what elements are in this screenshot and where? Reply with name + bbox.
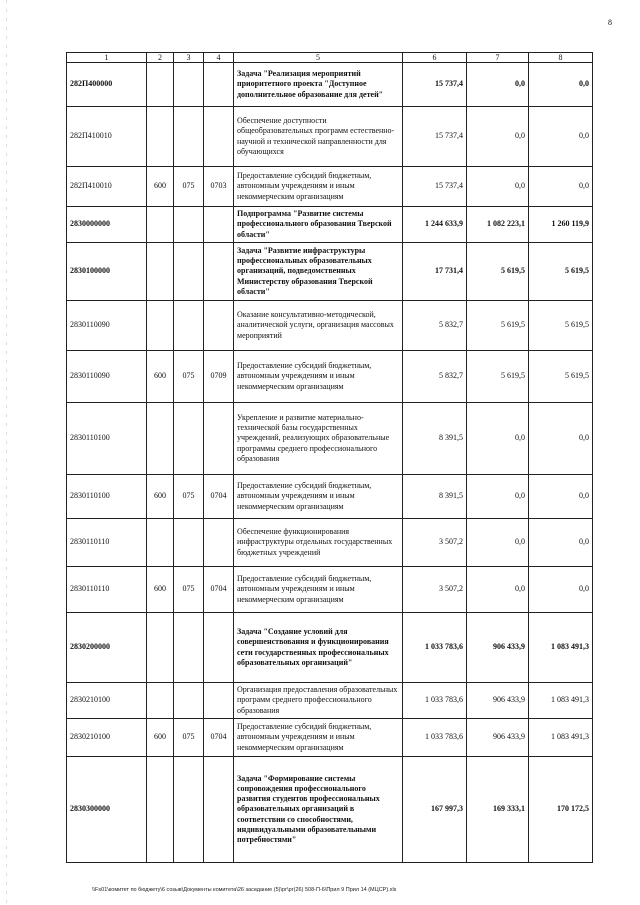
row-description: Оказание консультативно-методической, аналитической услуги, организация массовых мероприятий: [234, 301, 403, 351]
row-col-2: 600: [147, 567, 174, 613]
row-value-col-6: 8 391,5: [403, 403, 467, 475]
row-value-col-7: 0,0: [467, 63, 529, 107]
row-col-2: 600: [147, 351, 174, 403]
row-value-col-7: 0,0: [467, 403, 529, 475]
row-col-3: 075: [174, 719, 204, 757]
row-value-col-6: 1 033 783,6: [403, 719, 467, 757]
row-col-4: [204, 403, 234, 475]
file-path-footer: \\Fs01\комитет по бюджету\6 созыв\Документы комитета\26 заседание (5)\рг\рг(26) 508-П-6\Прил 9 Прил 14 (МЦСР).xls: [92, 887, 397, 893]
row-value-col-7: 906 433,9: [467, 719, 529, 757]
row-col-3: 075: [174, 351, 204, 403]
row-description: Обеспечение доступности общеобразовательных программ естественно-научной и технической направленности для обучающихся: [234, 107, 403, 167]
header-col-3: 3: [174, 53, 204, 63]
row-code: 2830110090: [67, 301, 147, 351]
page-number: 8: [608, 18, 612, 27]
row-description: Предоставление субсидий бюджетным, автономным учреждениям и иным некоммерческим организациям: [234, 475, 403, 519]
row-value-col-6: 1 033 783,6: [403, 683, 467, 719]
row-col-2: 600: [147, 167, 174, 207]
row-col-2: 600: [147, 719, 174, 757]
row-col-3: [174, 301, 204, 351]
row-col-3: [174, 243, 204, 301]
row-value-col-8: 0,0: [529, 167, 593, 207]
row-col-4: [204, 243, 234, 301]
row-value-col-7: 0,0: [467, 567, 529, 613]
header-col-5: 5: [234, 53, 403, 63]
row-value-col-6: 17 731,4: [403, 243, 467, 301]
row-col-4: 0709: [204, 351, 234, 403]
row-value-col-6: 167 997,3: [403, 757, 467, 863]
table-row: [67, 683, 593, 719]
row-col-3: [174, 683, 204, 719]
row-col-3: [174, 207, 204, 243]
row-value-col-8: 0,0: [529, 107, 593, 167]
table-row: [67, 243, 593, 301]
row-col-2: [147, 301, 174, 351]
row-value-col-6: 1 033 783,6: [403, 613, 467, 683]
row-value-col-8: 5 619,5: [529, 351, 593, 403]
row-col-2: [147, 403, 174, 475]
table-row: [67, 301, 593, 351]
table-row: [67, 403, 593, 475]
row-col-4: [204, 207, 234, 243]
table-row: [67, 567, 593, 613]
row-code: 2830100000: [67, 243, 147, 301]
row-code: 282П410010: [67, 107, 147, 167]
row-code: 2830200000: [67, 613, 147, 683]
row-value-col-7: 169 333,1: [467, 757, 529, 863]
row-code: 2830110110: [67, 567, 147, 613]
row-value-col-8: 0,0: [529, 475, 593, 519]
row-value-col-8: 1 260 119,9: [529, 207, 593, 243]
row-description: Укрепление и развитие материально-технической базы государственных учреждений, реализующих образовательные программы среднего профессионального образования: [234, 403, 403, 475]
table-row: [67, 351, 593, 403]
row-value-col-7: 0,0: [467, 475, 529, 519]
row-description: Предоставление субсидий бюджетным, автономным учреждениям и иным некоммерческим организациям: [234, 351, 403, 403]
row-value-col-8: 5 619,5: [529, 243, 593, 301]
row-col-4: 0704: [204, 475, 234, 519]
row-value-col-8: 170 172,5: [529, 757, 593, 863]
row-col-4: [204, 683, 234, 719]
row-value-col-6: 8 391,5: [403, 475, 467, 519]
row-value-col-6: 5 832,7: [403, 351, 467, 403]
table-row: [67, 207, 593, 243]
row-value-col-6: 3 507,2: [403, 567, 467, 613]
row-col-2: [147, 683, 174, 719]
scan-edge-mark: [6, 0, 7, 905]
row-col-4: [204, 519, 234, 567]
row-col-2: [147, 207, 174, 243]
row-col-3: [174, 63, 204, 107]
header-col-7: 7: [467, 53, 529, 63]
row-col-3: 075: [174, 475, 204, 519]
row-value-col-7: 5 619,5: [467, 243, 529, 301]
row-col-2: [147, 63, 174, 107]
row-value-col-7: 1 082 223,1: [467, 207, 529, 243]
row-code: 282П410010: [67, 167, 147, 207]
row-col-3: [174, 613, 204, 683]
row-col-4: [204, 63, 234, 107]
table-row: [67, 719, 593, 757]
row-col-3: 075: [174, 567, 204, 613]
row-col-4: [204, 107, 234, 167]
table-row: [67, 167, 593, 207]
row-col-2: [147, 613, 174, 683]
row-value-col-6: 5 832,7: [403, 301, 467, 351]
header-col-6: 6: [403, 53, 467, 63]
row-code: 2830110100: [67, 403, 147, 475]
row-value-col-8: 0,0: [529, 567, 593, 613]
header-col-1: 1: [67, 53, 147, 63]
row-value-col-7: 0,0: [467, 107, 529, 167]
row-col-3: [174, 107, 204, 167]
row-code: 2830110090: [67, 351, 147, 403]
row-value-col-7: 0,0: [467, 519, 529, 567]
row-col-4: [204, 757, 234, 863]
row-col-4: 0703: [204, 167, 234, 207]
row-col-3: [174, 403, 204, 475]
row-col-4: [204, 301, 234, 351]
row-description: Задача "Создание условий для совершенствования и функционирования сети государственных профессиональных образовательных организаций": [234, 613, 403, 683]
header-col-8: 8: [529, 53, 593, 63]
row-value-col-6: 3 507,2: [403, 519, 467, 567]
row-value-col-8: 0,0: [529, 403, 593, 475]
row-code: 2830000000: [67, 207, 147, 243]
table-row: [67, 475, 593, 519]
table-row: [67, 757, 593, 863]
table-row: [67, 613, 593, 683]
row-col-4: 0704: [204, 567, 234, 613]
row-col-4: 0704: [204, 719, 234, 757]
table-header-row: [67, 53, 593, 63]
row-value-col-8: 0,0: [529, 63, 593, 107]
header-col-2: 2: [147, 53, 174, 63]
row-code: 282П400000: [67, 63, 147, 107]
row-col-3: [174, 519, 204, 567]
row-col-2: [147, 519, 174, 567]
row-description: Обеспечение функционирования инфраструктуры отдельных государственных бюджетных учреждений: [234, 519, 403, 567]
row-col-3: 075: [174, 167, 204, 207]
row-description: Предоставление субсидий бюджетным, автономным учреждениям и иным некоммерческим организациям: [234, 719, 403, 757]
row-description: Задача "Развитие инфраструктуры профессиональных образовательных организаций, подведомственных Министерству образования Тверской области": [234, 243, 403, 301]
row-value-col-7: 5 619,5: [467, 301, 529, 351]
row-value-col-6: 15 737,4: [403, 63, 467, 107]
row-description: Задача "Формирование системы сопровождения профессионального развития студентов профессиональных образовательных организаций в соответствии со способностями, индивидуальными образовательными потребностями": [234, 757, 403, 863]
row-value-col-8: 1 083 491,3: [529, 719, 593, 757]
row-value-col-7: 906 433,9: [467, 683, 529, 719]
budget-table: [66, 52, 593, 863]
row-col-2: [147, 757, 174, 863]
row-value-col-8: 5 619,5: [529, 301, 593, 351]
row-value-col-7: 906 433,9: [467, 613, 529, 683]
row-code: 2830110110: [67, 519, 147, 567]
row-value-col-8: 1 083 491,3: [529, 683, 593, 719]
header-col-4: 4: [204, 53, 234, 63]
row-col-3: [174, 757, 204, 863]
table-row: [67, 519, 593, 567]
row-code: 2830210100: [67, 683, 147, 719]
row-value-col-7: 5 619,5: [467, 351, 529, 403]
row-description: Предоставление субсидий бюджетным, автономным учреждениям и иным некоммерческим организациям: [234, 167, 403, 207]
row-value-col-6: 15 737,4: [403, 167, 467, 207]
row-description: Предоставление субсидий бюджетным, автономным учреждениям и иным некоммерческим организациям: [234, 567, 403, 613]
row-code: 2830110100: [67, 475, 147, 519]
row-description: Задача "Реализация мероприятий приоритетного проекта "Доступное дополнительное образование для детей": [234, 63, 403, 107]
row-col-2: 600: [147, 475, 174, 519]
row-col-2: [147, 243, 174, 301]
table-row: [67, 107, 593, 167]
row-code: 2830210100: [67, 719, 147, 757]
table-row: [67, 63, 593, 107]
row-value-col-6: 1 244 633,9: [403, 207, 467, 243]
row-value-col-7: 0,0: [467, 167, 529, 207]
row-col-4: [204, 613, 234, 683]
row-code: 2830300000: [67, 757, 147, 863]
row-value-col-8: 0,0: [529, 519, 593, 567]
row-col-2: [147, 107, 174, 167]
row-description: Организация предоставления образовательных программ среднего профессионального образования: [234, 683, 403, 719]
row-description: Подпрограмма "Развитие системы профессионального образования Тверской области": [234, 207, 403, 243]
row-value-col-6: 15 737,4: [403, 107, 467, 167]
row-value-col-8: 1 083 491,3: [529, 613, 593, 683]
